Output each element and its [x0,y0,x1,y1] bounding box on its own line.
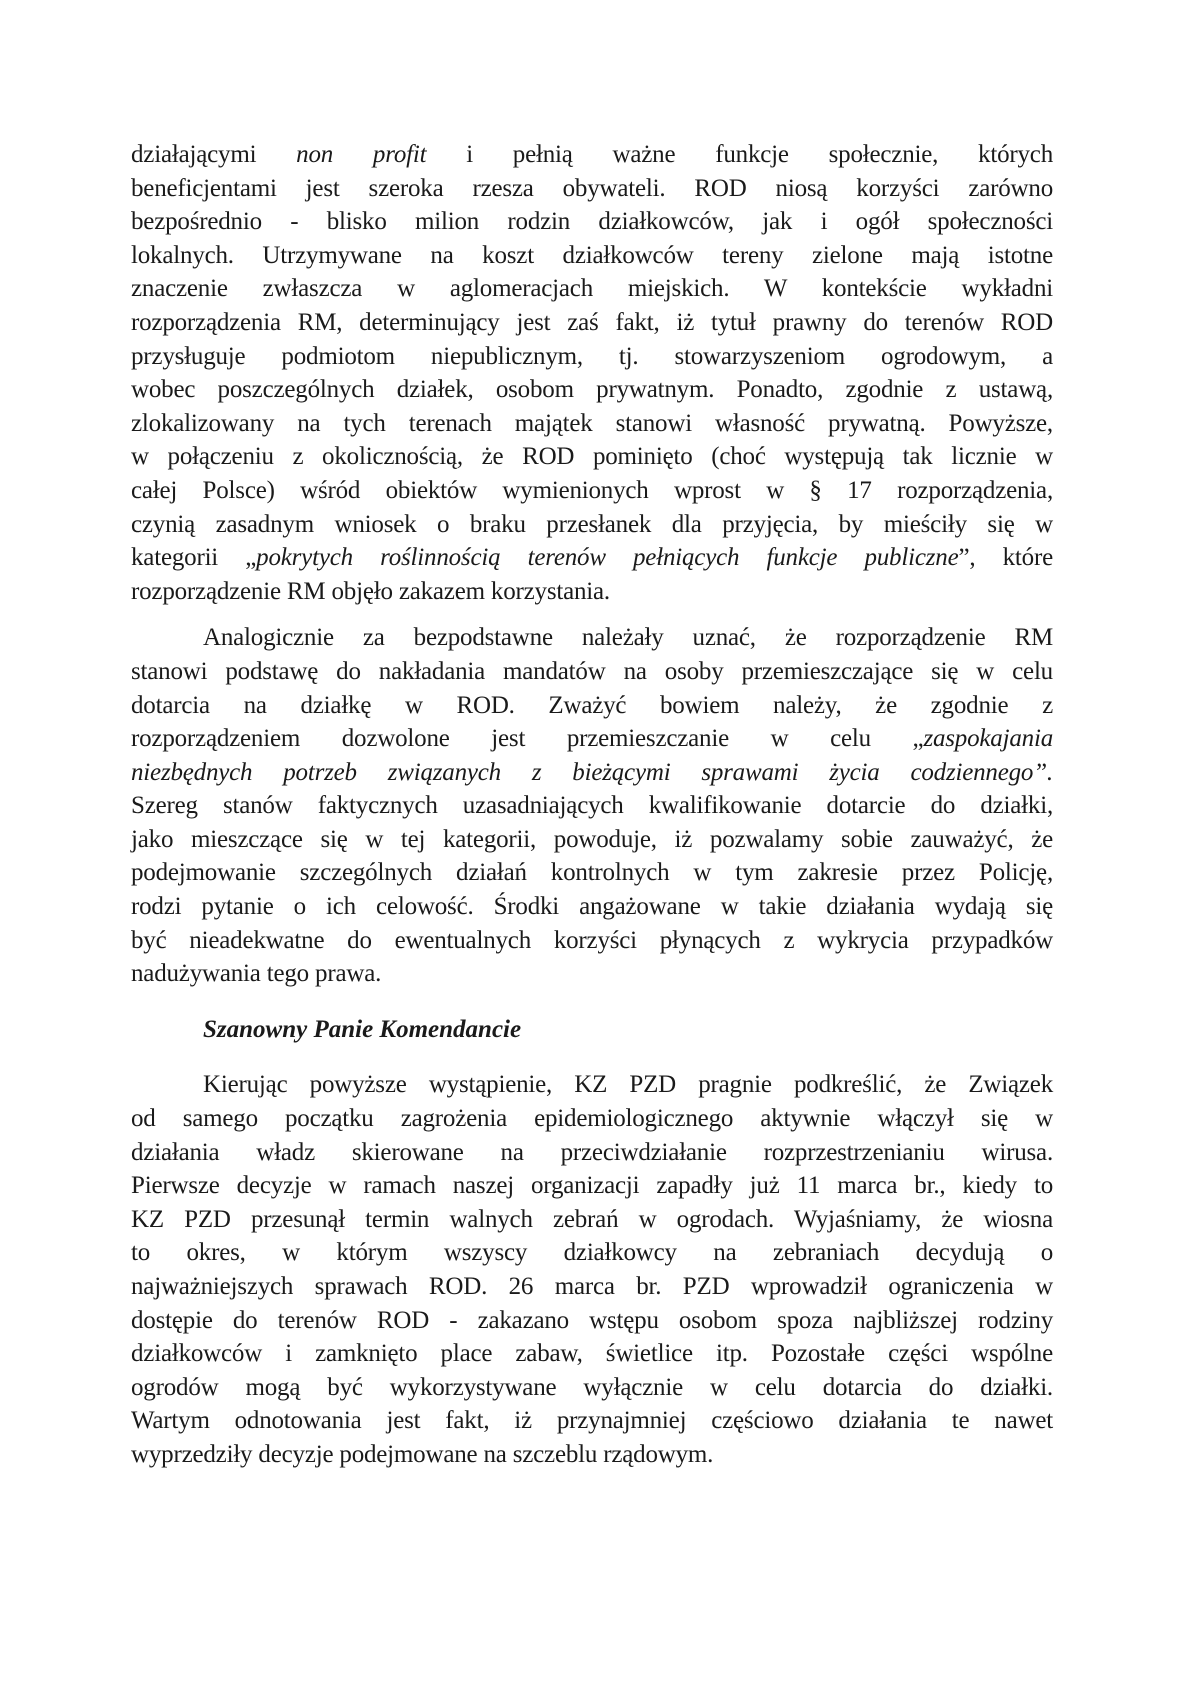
text-line [131,789,1053,823]
text-line [131,621,1053,655]
text-line [131,924,1053,958]
text-line [131,508,1053,542]
text-line [131,1304,1053,1338]
text-line [131,655,1053,689]
text-line [131,340,1053,374]
text-run: podejmowanie szczególnych działań kontrolnych w tym zakresie przez Policję, [131,859,1053,887]
text-run: od samego początku zagrożenia epidemiologicznego aktywnie włączył się w [131,1105,1053,1133]
paragraph-mandates [131,621,1053,991]
text-run: ogrodów mogą być wykorzystywane wyłącznie w celu dotarcia do działki. [131,1373,1053,1401]
text-line [131,756,1053,790]
text-line [131,407,1053,441]
text-run: rodzi pytanie o ich celowość. Środki angażowane w takie działania wydają się [131,893,1053,921]
text-run: kategorii „ [131,544,257,572]
text-run: działkowców i zamknięto place zabaw, świetlice itp. Pozostałe części wspólne [131,1340,1053,1368]
text-line [131,575,1053,609]
text-run: najważniejszych sprawach ROD. 26 marca br. PZD wprowadził ograniczenia w [131,1273,1053,1300]
text-run: wobec poszczególnych działek, osobom prywatnym. Ponadto, zgodnie z ustawą, [131,376,1053,404]
text-line [131,890,1053,924]
text-line [131,1169,1053,1203]
text-line [131,1068,1053,1102]
text-line [131,1203,1053,1237]
text-run: i pełnią ważne funkcje społecznie, których [426,141,1053,168]
text-run: beneficjentami jest szeroka rzesza obywateli. ROD niosą korzyści zarówno [131,174,1053,202]
italic-text: non profit [296,141,427,168]
text-run: rozporządzeniem dozwolone jest przemieszczanie w celu „ [131,725,924,753]
text-run: KZ PZD przesunął termin walnych zebrań w ogrodach. Wyjaśniamy, że wiosna [131,1205,1053,1233]
text-line [131,440,1053,474]
text-line [131,1236,1053,1270]
text-run: całej Polsce) wśród obiektów wymienionych wprost w § 17 rozporządzenia, [131,476,1053,504]
text-line [131,474,1053,508]
text-line [131,1337,1053,1371]
text-run: bezpośrednio - blisko milion rodzin działkowców, jak i ogół społeczności [131,208,1053,236]
text-run: Szereg stanów faktycznych uzasadniających kwalifikowanie dotarcie do działki, [131,792,1053,820]
text-line [131,138,1053,172]
text-run: nadużywania tego prawa. [131,960,382,988]
text-run: dotarcia na działkę w ROD. Zważyć bowiem należy, że zgodnie z [131,691,1053,719]
text-line [131,689,1053,723]
italic-text: zaspokajania [923,725,1053,753]
text-line [131,823,1053,857]
text-run: być nieadekwatne do ewentualnych korzyści płynących z wykrycia przypadków [131,926,1053,954]
text-run: Pierwsze decyzje w ramach naszej organizacji zapadły już 11 marca br., kiedy to [131,1172,1053,1200]
text-run: lokalnych. Utrzymywane na koszt działkowców tereny zielone mają istotne [131,241,1053,269]
italic-text: niezbędnych potrzeb związanych z bieżącymi sprawami życia codziennego”. [131,758,1053,786]
salutation-heading: Szanowny Panie Komendancie [203,1015,522,1043]
text-run: ”, które [958,544,1053,572]
text-run: działającymi [131,141,297,168]
text-line [131,306,1053,340]
text-line [131,1404,1053,1438]
text-run: czynią zasadnym wniosek o braku przesłanek dla przyjęcia, by mieściły się w [131,510,1053,538]
text-run: dostępie do terenów ROD - zakazano wstępu osobom spoza najbliższej rodziny [131,1306,1053,1334]
text-line [131,1270,1053,1304]
text-line [131,1438,1053,1472]
text-line [131,541,1053,575]
paragraph-rod-legal-status [131,138,1053,608]
text-run: jako mieszczące się w tej kategorii, powoduje, iż pozwalamy sobie zauważyć, że [131,825,1053,853]
text-run: znaczenie zwłaszcza w aglomeracjach miejskich. W kontekście wykładni [131,275,1053,303]
text-line [131,172,1053,206]
text-line [131,373,1053,407]
text-run: stanowi podstawę do nakładania mandatów na osoby przemieszczające się w celu [131,657,1053,685]
text-line [131,856,1053,890]
text-line [131,722,1053,756]
text-run: zlokalizowany na tych terenach majątek stanowi własność prywatną. Powyższe, [131,409,1053,437]
text-run: rozporządzenia RM, determinujący jest zaś fakt, iż tytuł prawny do terenów ROD [131,308,1053,336]
text-line [131,1371,1053,1405]
text-run: w połączeniu z okolicznością, że ROD pominięto (choć występują tak licznie w [131,443,1053,471]
text-line [131,1102,1053,1136]
text-run: Wartym odnotowania jest fakt, iż przynajmniej częściowo działania te nawet [131,1407,1053,1435]
document-page [131,138,1053,1472]
text-run: Kierując powyższe wystąpienie, KZ PZD pragnie podkreślić, że Związek [203,1071,1053,1099]
text-run: przysługuje podmiotom niepublicznym, tj. stowarzyszeniom ogrodowym, a [131,342,1053,370]
text-run: Analogicznie za bezpodstawne należały uznać, że rozporządzenie RM [203,624,1053,652]
text-run: rozporządzenie RM objęło zakazem korzystania. [131,577,610,605]
text-run: wyprzedziły decyzje podejmowane na szczeblu rządowym. [131,1440,714,1468]
text-line [131,205,1053,239]
italic-text: pokrytych roślinnością terenów pełniących funkcje publiczne [256,544,959,572]
text-run: działania władz skierowane na przeciwdziałanie rozprzestrzenianiu wirusa. [131,1138,1053,1166]
paragraph-pzd-actions [131,1068,1053,1471]
text-run: to okres, w którym wszyscy działkowcy na zebraniach decydują o [131,1239,1053,1267]
text-line [131,1136,1053,1170]
text-line [131,272,1053,306]
text-line [131,957,1053,991]
text-line [131,239,1053,273]
